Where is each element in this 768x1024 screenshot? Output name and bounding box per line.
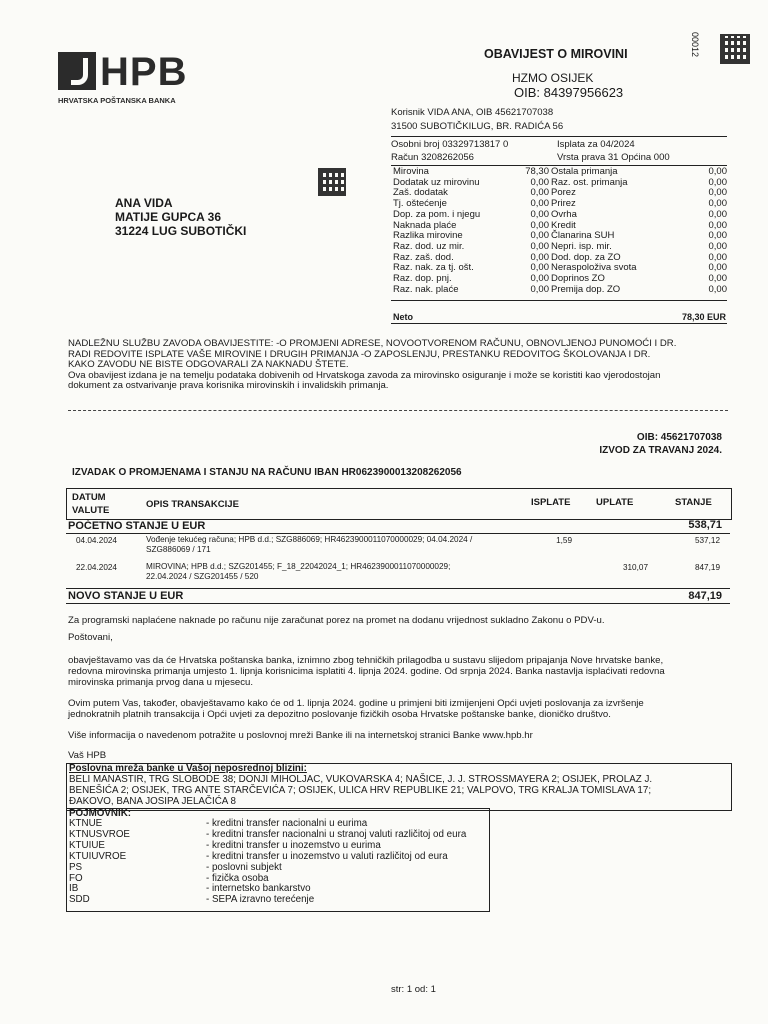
notice-line: KAKO ZAVODU NE BISTE ODGOVARALI ZA NAKNADU ŠTETE. xyxy=(68,359,349,371)
notice-line: NADLEŽNU SLUŽBU ZAVODA OBAVIJESTITE: -O PROMJENI ADRESE, NOVOOTVORENOM RAČUNU, OBNOVLJENOJ PUNOMOĆI I DR. xyxy=(68,338,677,349)
document-code: 00012 xyxy=(690,32,700,58)
deduction-value: 0,00 xyxy=(708,208,727,220)
deduction-value: 0,00 xyxy=(708,240,727,252)
branch-line: BENEŠIĆA 2; OSIJEK, TRG ANTE STARČEVIĆA 7; OSIJEK, ULICA HRV REPUBLIKE 21; VALPOVO, TRG KRALJA TOMISLAVA 17; xyxy=(69,785,652,796)
opening-balance-label: POČETNO STANJE U EUR xyxy=(68,520,206,532)
qr-code-small-icon xyxy=(318,168,346,196)
deduction-value: 0,00 xyxy=(708,283,727,295)
closing-balance-label: NOVO STANJE U EUR xyxy=(68,590,184,602)
recipient-address xyxy=(115,196,246,238)
transaction-date: 22.04.2024 xyxy=(76,563,117,572)
item-label: Raz. nak. za tj. ošt. xyxy=(393,262,474,274)
column-balance: STANJE xyxy=(675,497,712,508)
branch-line: ĐAKOVO, BANA JOSIPA JELAČIĆA 8 xyxy=(69,796,236,807)
transaction-date: 04.04.2024 xyxy=(76,536,117,545)
hpb-logo-icon xyxy=(58,52,96,90)
vat-note: Za programski naplaćene naknade po računu nije zaračunat porez na promet na dodanu vrijednost sukladno Zakonu o PDV-u. xyxy=(68,615,605,626)
notice-line: dokument za ostvarivanje prava korisnika mirovinskih i invalidskih primanja. xyxy=(68,380,389,392)
divider xyxy=(391,300,727,301)
greeting: Poštovani, xyxy=(68,632,113,643)
personal-number: Osobni broj 03329713817 0 xyxy=(391,139,509,150)
item-label: Raz. nak. plaće xyxy=(393,283,459,295)
signature: Vaš HPB xyxy=(68,750,107,761)
deduction-label: Ostala primanja xyxy=(551,166,618,177)
transaction-description: SZG886069 / 171 xyxy=(146,545,211,554)
notice-block xyxy=(68,339,738,392)
item-label: Dop. za pom. i njegu xyxy=(393,208,481,220)
paragraph-line: redovna mirovinska primanja umjesto 1. lipnja korisnicima isplatiti 4. lipnja 2024. godine. Od srpnja 2024. Banka nastavlja isplaćivati redovna xyxy=(68,665,665,677)
item-value: 0,00 xyxy=(530,283,549,295)
glossary-definition: - poslovni subjekt xyxy=(206,861,282,873)
paragraph-1 xyxy=(68,656,728,688)
item-label: Tj. oštećenje xyxy=(393,198,447,210)
deduction-value: 0,00 xyxy=(708,219,727,231)
item-label: Raz. dop. pnj. xyxy=(393,273,452,285)
column-inflows: UPLATE xyxy=(596,497,634,508)
glossary-definition: - kreditni transfer u inozemstvo u eurima xyxy=(206,839,381,851)
item-label: Naknada plaće xyxy=(393,219,457,231)
item-value: 0,00 xyxy=(530,176,549,188)
transaction-inflow: 310,07 xyxy=(622,563,648,572)
glossary-definition: - kreditni transfer nacionalni u eurima xyxy=(206,818,368,829)
item-value: 0,00 xyxy=(530,273,549,285)
branch-network-title: Poslovna mreža banke u Vašoj neposrednoj blizini: xyxy=(69,763,307,774)
pension-items-table xyxy=(393,167,727,295)
deduction-label: Premija dop. ZO xyxy=(551,283,621,295)
statement-heading: IZVADAK O PROMJENAMA I STANJU NA RAČUNU IBAN HR0623900013208262056 xyxy=(72,467,462,478)
deduction-value: 0,00 xyxy=(708,166,727,177)
recipient-city: 31224 LUG SUBOTIČKI xyxy=(115,224,247,238)
transaction-outflow: 1,59 xyxy=(556,536,572,545)
paragraph-3: Više informacija o navedenom potražite u poslovnoj mreži Banke ili na internetskoj stranici Banke www.hpb.hr xyxy=(68,730,533,741)
column-description: OPIS TRANSAKCIJE xyxy=(146,499,239,510)
deduction-value: 0,00 xyxy=(708,176,727,188)
deduction-label: Dod. dop. za ZO xyxy=(551,251,621,263)
item-value: 0,00 xyxy=(530,240,549,252)
beneficiary-address: 31500 SUBOTIČKILUG, BR. RADIĆA 56 xyxy=(391,121,564,132)
deduction-label: Raz. ost. primanja xyxy=(551,176,628,188)
item-label: Mirovina xyxy=(393,166,429,177)
item-label: Razlika mirovine xyxy=(393,230,463,242)
institution-name: HZMO OSIJEK xyxy=(512,71,594,85)
deduction-label: Prirez xyxy=(551,198,576,210)
deduction-label: Neraspoloživa svota xyxy=(551,262,637,274)
glossary-definition: - fizička osoba xyxy=(206,872,269,884)
item-value: 0,00 xyxy=(530,198,549,210)
glossary-term: IB xyxy=(69,883,79,895)
column-date-2: VALUTE xyxy=(72,505,110,516)
transaction-description: MIROVINA; HPB d.d.; SZG201455; F_18_22042024_1; HR4623900011070000029; xyxy=(146,562,451,571)
item-value: 78,30 xyxy=(525,166,549,177)
deduction-value: 0,00 xyxy=(708,251,727,263)
divider xyxy=(66,588,730,589)
column-date-1: DATUM xyxy=(72,492,106,503)
deduction-label: Porez xyxy=(551,187,576,199)
divider xyxy=(391,136,727,137)
paragraph-line: obavještavamo vas da će Hrvatska poštanska banka, iznimno zbog tehničkih prilagodba u sustavu slijedom pripajanja Nove hrvatske banke, xyxy=(68,655,664,666)
item-label: Raz. dod. uz mir. xyxy=(393,240,465,252)
opening-balance-value: 538,71 xyxy=(688,519,722,531)
item-label: Dodatak uz mirovinu xyxy=(393,176,480,188)
net-value: 78,30 EUR xyxy=(681,312,726,322)
deduction-label: Doprinos ZO xyxy=(551,273,605,285)
item-value: 0,00 xyxy=(530,208,549,220)
item-label: Zaš. dodatak xyxy=(393,187,448,199)
glossary-term: KTUIUE xyxy=(69,839,105,851)
notice-line: RADI REDOVITE ISPLATE VAŠE MIROVINE I DRUGIH PRIMANJA -O ZAPOSLENJU, PRESTANKU REDOVITOG ŠKOLOVANJA I DR. xyxy=(68,348,651,360)
column-outflows: ISPLATE xyxy=(531,497,571,508)
statement-oib: OIB: 45621707038 xyxy=(636,432,722,443)
glossary-term: FO xyxy=(69,872,83,884)
deduction-label: Nepri. isp. mir. xyxy=(551,240,612,252)
bank-name: HRVATSKA POŠTANSKA BANKA xyxy=(58,96,176,105)
notice-line: Ova obavijest izdana je na temelju podataka dobivenih od Hrvatskoga zavoda za mirovinsko osiguranje i može se koristiti kao vjerodostojan xyxy=(68,369,661,381)
beneficiary: Korisnik VIDA ANA, OIB 45621707038 xyxy=(391,107,554,118)
branch-line: BELI MANASTIR, TRG SLOBODE 38; DONJI MIHOLJAC, VUKOVARSKA 4; NAŠICE, J. J. STROSSMAYERA 2; OSIJEK, PROLAZ J. xyxy=(69,774,653,785)
glossary-term: KTNUE xyxy=(69,818,103,829)
item-value: 0,00 xyxy=(530,219,549,231)
closing-balance-value: 847,19 xyxy=(688,590,722,602)
institution-oib: OIB: 84397956623 xyxy=(514,85,624,100)
glossary-definition: - SEPA izravno terećenje xyxy=(206,894,315,906)
glossary-term: KTUIUVROE xyxy=(69,850,127,862)
paragraph-line: mirovinska primanja prvog dana u mjesecu. xyxy=(68,676,254,688)
recipient-name: ANA VIDA xyxy=(115,196,173,210)
glossary-term: KTNUSVROE xyxy=(69,828,130,840)
recipient-street: MATIJE GUPCA 36 xyxy=(115,210,222,224)
pension-item-row xyxy=(393,210,727,221)
statement-period: IZVOD ZA TRAVANJ 2024. xyxy=(599,445,722,456)
item-value: 0,00 xyxy=(530,262,549,274)
item-value: 0,00 xyxy=(530,187,549,199)
page-number: str: 1 od: 1 xyxy=(391,984,436,995)
glossary-definition: - kreditni transfer u inozemstvo u valuti različitoj od eura xyxy=(206,850,448,862)
paragraph-line: jednokratnih platnih transakcija i Opći uvjeti za depozitno poslovanje fizičkih osoba Hrvatske poštanske banke, dioničko društvo. xyxy=(68,708,611,720)
item-value: 0,00 xyxy=(530,230,549,242)
transaction-description: Vođenje tekućeg računa; HPB d.d.; SZG886069; HR4623900011070000029; 04.04.2024 / xyxy=(146,535,473,544)
deduction-value: 0,00 xyxy=(708,262,727,274)
deduction-value: 0,00 xyxy=(708,187,727,199)
glossary-term: SDD xyxy=(69,894,90,906)
payout-period: Isplata za 04/2024 xyxy=(557,139,635,150)
transaction-description: 22.04.2024 / SZG201455 / 520 xyxy=(146,572,259,581)
deduction-value: 0,00 xyxy=(708,198,727,210)
divider xyxy=(66,533,730,534)
deduction-value: 0,00 xyxy=(708,273,727,285)
glossary-term: PS xyxy=(69,861,83,873)
right-type: Vrsta prava 31 Općina 000 xyxy=(557,152,670,163)
paragraph-2 xyxy=(68,699,728,721)
divider xyxy=(66,603,730,604)
paragraph-line: Ovim putem Vas, također, obavještavamo kako će od 1. lipnja 2024. godine u primjeni biti izmijenjeni Opći uvjeti poslovanja za izvršenje xyxy=(68,698,644,709)
transaction-balance: 847,19 xyxy=(694,563,720,572)
item-value: 0,00 xyxy=(530,251,549,263)
deduction-label: Kredit xyxy=(551,219,576,231)
bank-logo-text: HPB xyxy=(100,50,188,94)
glossary-definition: - internetsko bankarstvo xyxy=(206,883,311,895)
glossary-title: POJMOVNIK: xyxy=(69,808,132,819)
net-label: Neto xyxy=(393,312,413,322)
account-number: Račun 3208262056 xyxy=(391,152,474,163)
item-label: Raz. zaš. dod. xyxy=(393,251,454,263)
deduction-label: Članarina SUH xyxy=(551,230,615,242)
dashed-divider xyxy=(68,410,728,411)
deduction-label: Ovrha xyxy=(551,208,577,220)
divider xyxy=(391,323,727,324)
qr-code-icon xyxy=(720,34,750,64)
glossary-definition: - kreditni transfer nacionalni u stranoj valuti različitoj od eura xyxy=(206,828,467,840)
pension-item-row xyxy=(393,285,727,296)
deduction-value: 0,00 xyxy=(708,230,727,242)
transaction-balance: 537,12 xyxy=(694,536,720,545)
document-title: OBAVIJEST O MIROVINI xyxy=(484,47,628,61)
